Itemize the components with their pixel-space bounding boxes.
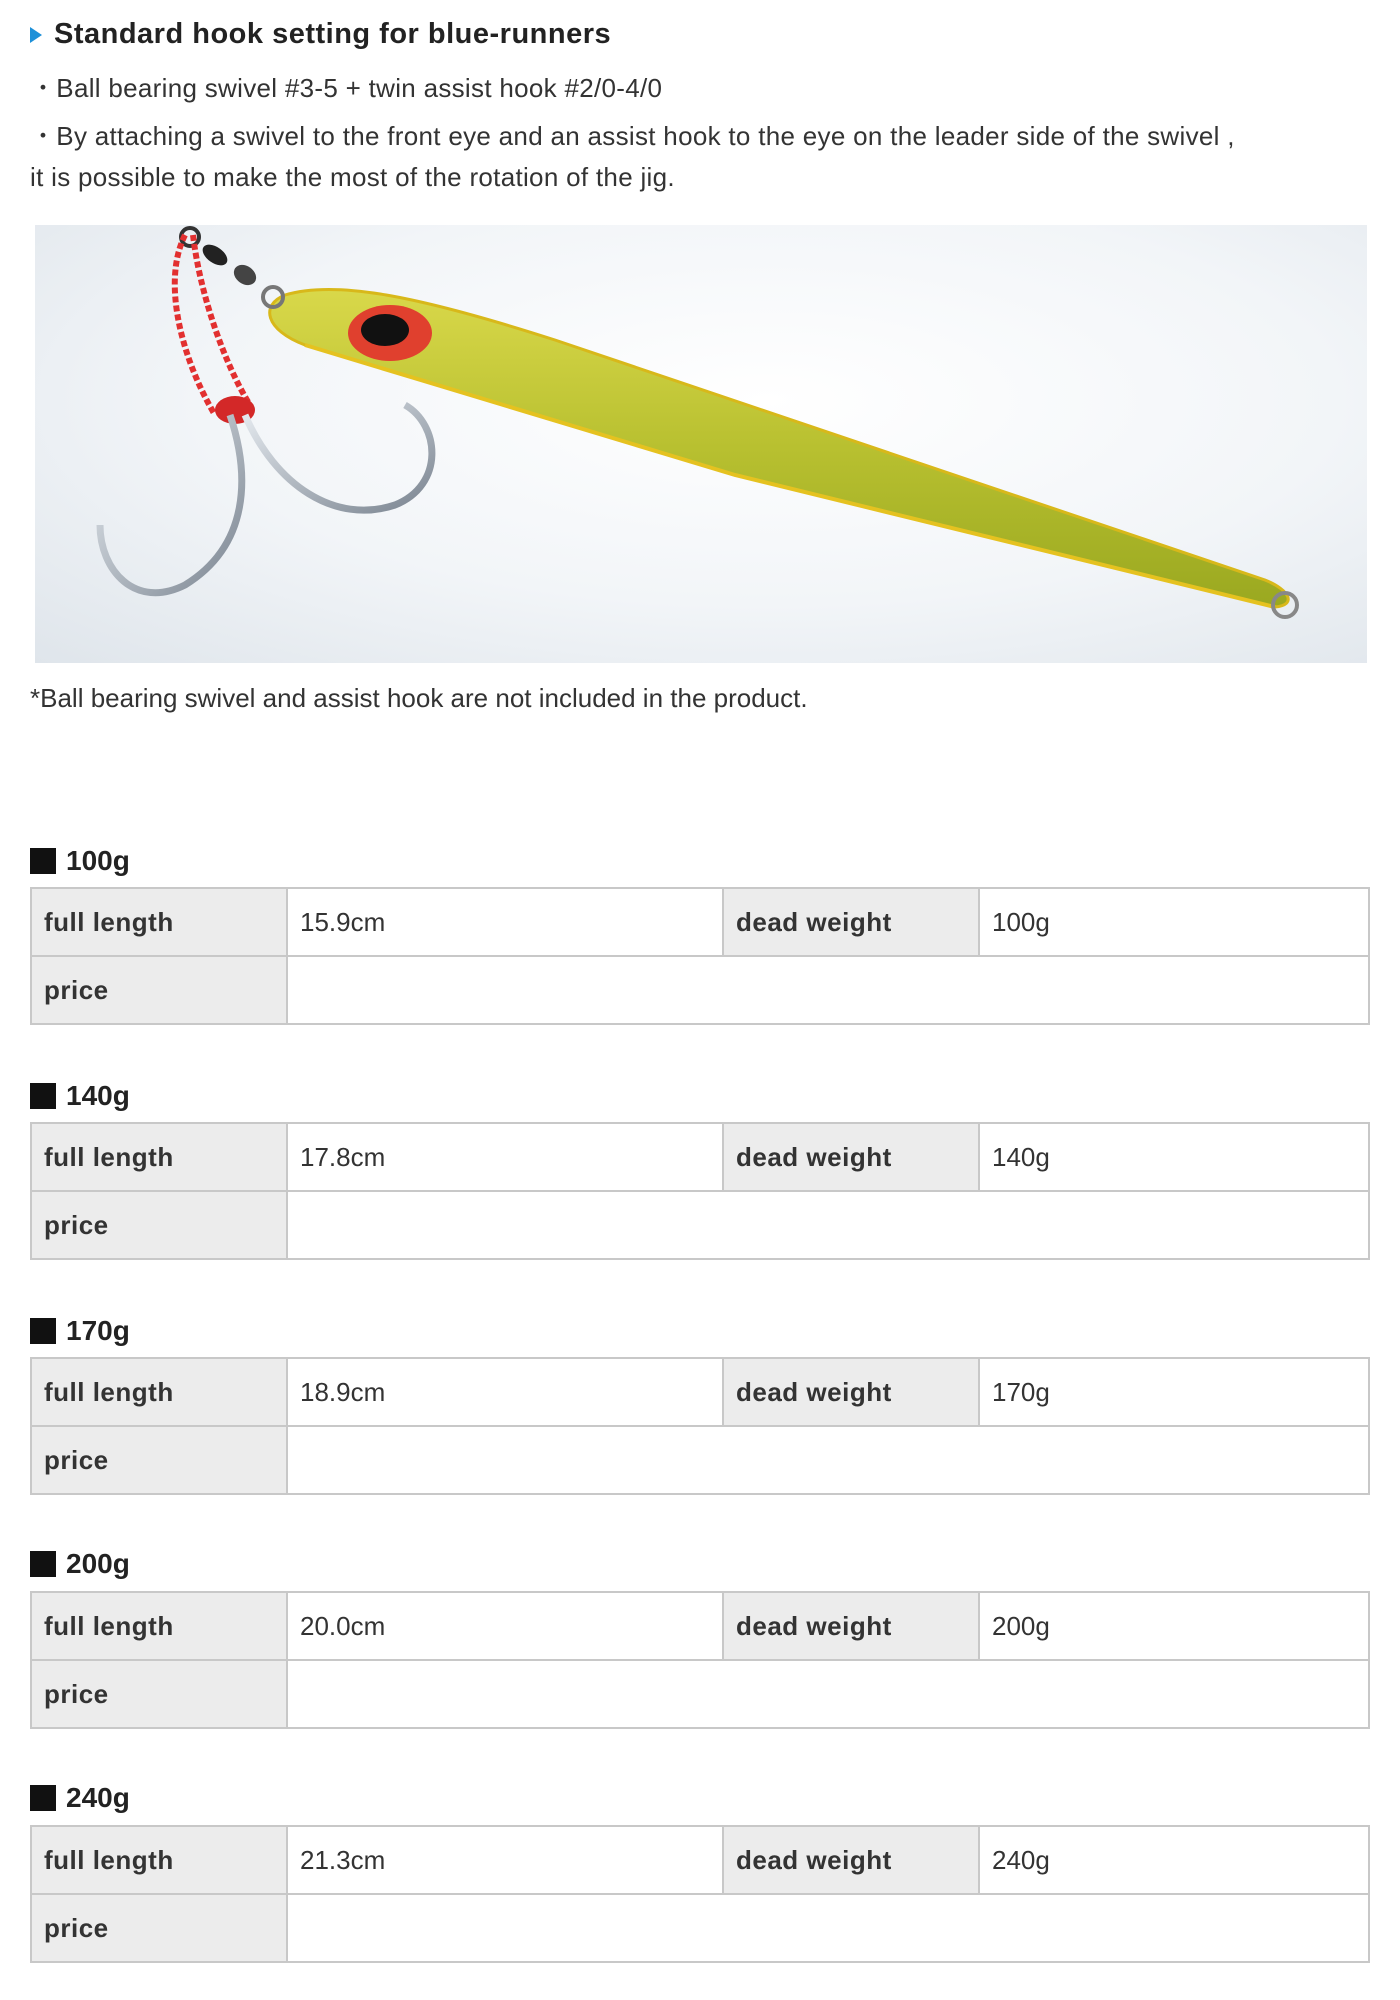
table-row <box>31 1426 1369 1494</box>
dead-weight-label: dead weight <box>723 1592 979 1660</box>
table-row <box>31 956 1369 1024</box>
black-square-icon <box>30 1551 56 1577</box>
full-length-label: full length <box>31 1123 287 1191</box>
spec-table <box>30 1357 1370 1495</box>
full-length-value: 15.9cm <box>287 888 723 956</box>
jig-product-image <box>35 225 1367 663</box>
full-length-value: 20.0cm <box>287 1592 723 1660</box>
price-value <box>287 1426 1369 1494</box>
section-title <box>30 1548 130 1580</box>
section-title-text: 170g <box>66 1315 130 1346</box>
black-square-icon <box>30 1083 56 1109</box>
section-title <box>30 1080 130 1112</box>
table-row <box>31 1358 1369 1426</box>
triangle-bullet-icon <box>30 27 42 43</box>
dead-weight-label: dead weight <box>723 888 979 956</box>
full-length-value: 18.9cm <box>287 1358 723 1426</box>
spec-table <box>30 1825 1370 1963</box>
assist-hook-left <box>100 415 242 593</box>
table-row <box>31 1592 1369 1660</box>
table-row <box>31 1191 1369 1259</box>
spec-table <box>30 1122 1370 1260</box>
price-label: price <box>31 1894 287 1962</box>
section-title <box>30 1782 130 1814</box>
price-value <box>287 1660 1369 1728</box>
table-row <box>31 1894 1369 1962</box>
spec-table <box>30 887 1370 1025</box>
section-title <box>30 1315 130 1347</box>
product-note: *Ball bearing swivel and assist hook are not included in the product. <box>30 683 808 713</box>
section-title-text: 240g <box>66 1782 130 1813</box>
black-square-icon <box>30 1318 56 1344</box>
full-length-label: full length <box>31 1592 287 1660</box>
section-title-text: 140g <box>66 1080 130 1111</box>
swivel <box>199 240 231 269</box>
section-title-text: 200g <box>66 1548 130 1579</box>
table-row <box>31 1123 1369 1191</box>
price-label: price <box>31 956 287 1024</box>
price-value <box>287 1191 1369 1259</box>
spec-table <box>30 1591 1370 1729</box>
black-square-icon <box>30 848 56 874</box>
full-length-label: full length <box>31 888 287 956</box>
section-heading <box>30 18 611 51</box>
dead-weight-label: dead weight <box>723 1123 979 1191</box>
price-label: price <box>31 1191 287 1259</box>
heading-text: Standard hook setting for blue-runners <box>54 18 612 50</box>
full-length-label: full length <box>31 1358 287 1426</box>
dead-weight-value: 170g <box>979 1358 1369 1426</box>
section-title-text: 100g <box>66 845 130 876</box>
section-title <box>30 845 130 877</box>
table-row <box>31 888 1369 956</box>
price-value <box>287 956 1369 1024</box>
dead-weight-value: 100g <box>979 888 1369 956</box>
bullet-attachment-line2: it is possible to make the most of the rotation of the jig. <box>30 162 675 192</box>
full-length-value: 17.8cm <box>287 1123 723 1191</box>
assist-hook-right <box>245 405 432 510</box>
full-length-label: full length <box>31 1826 287 1894</box>
dead-weight-label: dead weight <box>723 1826 979 1894</box>
black-square-icon <box>30 1785 56 1811</box>
dead-weight-value: 140g <box>979 1123 1369 1191</box>
assist-cord <box>175 235 215 415</box>
price-value <box>287 1894 1369 1962</box>
price-label: price <box>31 1660 287 1728</box>
bullet-swivel-hook: ・Ball bearing swivel #3-5 + twin assist hook #2/0-4/0 <box>30 73 663 103</box>
table-row <box>31 1826 1369 1894</box>
dead-weight-value: 240g <box>979 1826 1369 1894</box>
full-length-value: 21.3cm <box>287 1826 723 1894</box>
dead-weight-value: 200g <box>979 1592 1369 1660</box>
dead-weight-label: dead weight <box>723 1358 979 1426</box>
price-label: price <box>31 1426 287 1494</box>
table-row <box>31 1660 1369 1728</box>
bullet-attachment-line1: ・By attaching a swivel to the front eye and an assist hook to the eye on the leader side of the swivel , <box>30 121 1235 151</box>
